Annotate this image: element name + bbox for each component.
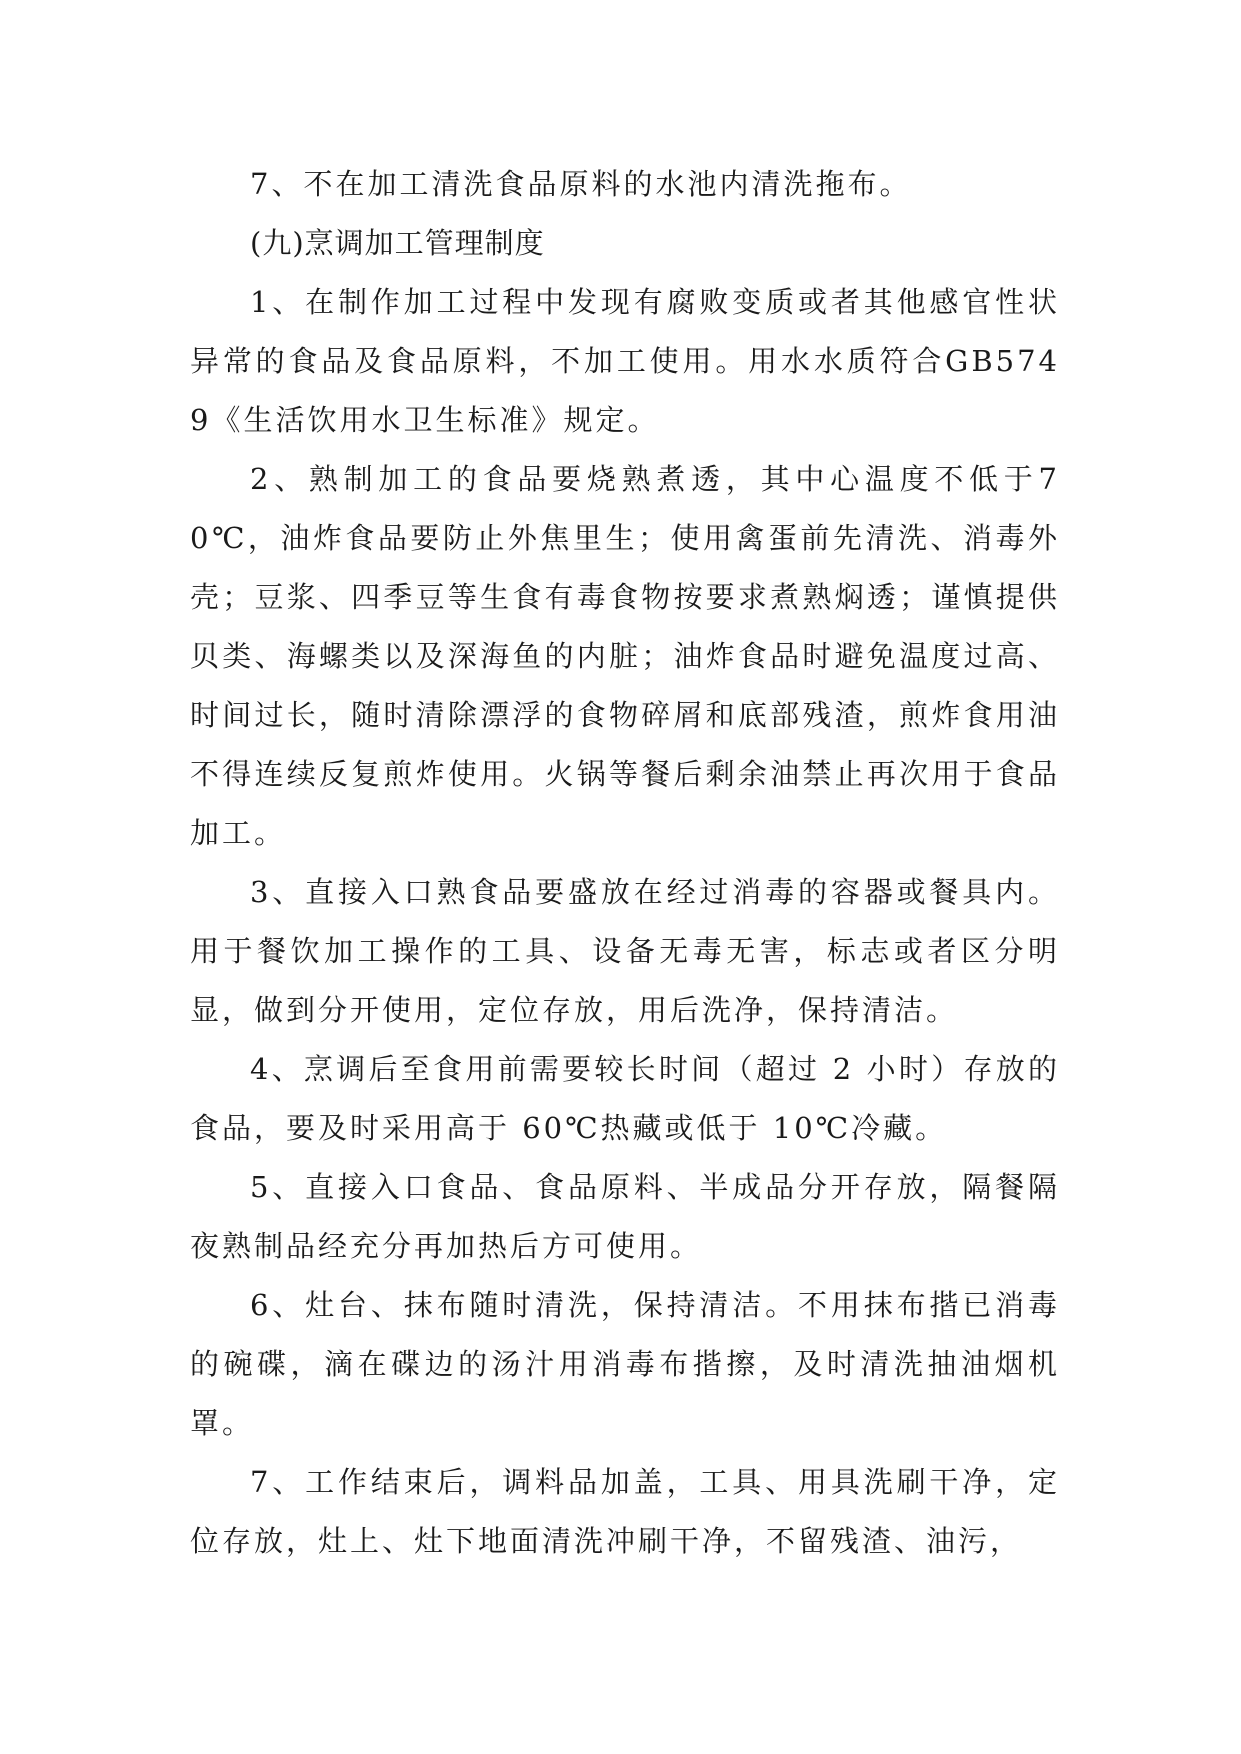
paragraph-item-7: 7、工作结束后，调料品加盖，工具、用具洗刷干净，定位存放，灶上、灶下地面清洗冲刷干净，不留残渣、油污，	[190, 1465, 1060, 1558]
document-page	[190, 155, 1060, 1571]
paragraph-item-1: 1、在制作加工过程中发现有腐败变质或者其他感官性状异常的食品及食品原料，不加工使用。用水水质符合GB5749《生活饮用水卫生标准》规定。	[190, 285, 1060, 437]
paragraph-item-4: 4、烹调后至食用前需要较长时间（超过 2 小时）存放的食品，要及时采用高于 60℃热藏或低于 10℃冷藏。	[190, 1052, 1060, 1145]
section-heading-cooking: (九)烹调加工管理制度	[250, 226, 545, 260]
paragraph-item-7-mop: 7、不在加工清洗食品原料的水池内清洗拖布。	[250, 167, 912, 201]
paragraph-item-5: 5、直接入口食品、食品原料、半成品分开存放，隔餐隔夜熟制品经充分再加热后方可使用。	[190, 1170, 1060, 1263]
paragraph-item-2: 2、熟制加工的食品要烧熟煮透，其中心温度不低于70℃，油炸食品要防止外焦里生；使用禽蛋前先清洗、消毒外壳；豆浆、四季豆等生食有毒食物按要求煮熟焖透；谨慎提供贝类、海螺类以及深海鱼的内脏；油炸食品时避免温度过高、时间过长，随时清除漂浮的食物碎屑和底部残渣，煎炸食用油不得连续反复煎炸使用。火锅等餐后剩余油禁止再次用于食品加工。	[190, 462, 1060, 850]
paragraph-item-6: 6、灶台、抹布随时清洗，保持清洁。不用抹布揩已消毒的碗碟，滴在碟边的汤汁用消毒布揩擦，及时清洗抽油烟机罩。	[190, 1288, 1060, 1440]
paragraph-item-3: 3、直接入口熟食品要盛放在经过消毒的容器或餐具内。用于餐饮加工操作的工具、设备无毒无害，标志或者区分明显，做到分开使用，定位存放，用后洗净，保持清洁。	[190, 875, 1060, 1027]
